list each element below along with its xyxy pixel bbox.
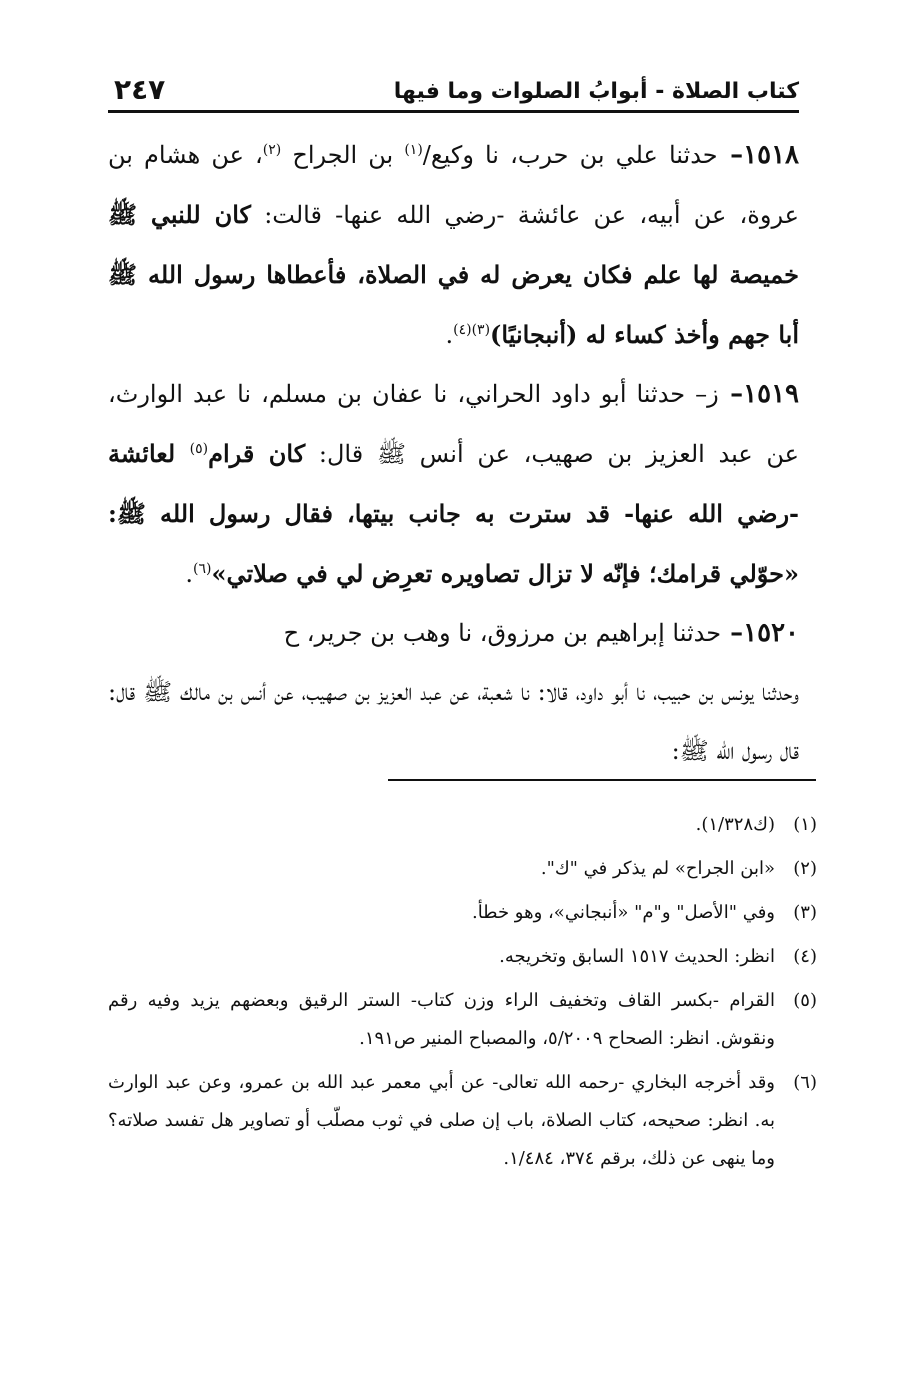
footnote-text: القرام -بكسر القاف وتخفيف الراء وزن كتاب- الستر الرقيق وبعضهم يزيد وفيه رقم ونقوش. انظر: الصحاح ٥/٢٠٠٩، والمصباح المنير ص١٩١. [108, 990, 775, 1049]
footnote-separator [388, 779, 816, 781]
hadith-matn: كان للنبي ﷺ خميصة لها علم فكان يعرض له في الصلاة، فأعطاها رسول الله ﷺ أبا جهم وأخذ كساء له (أنبجانيًا) [108, 200, 799, 349]
hadith-text: بن الجراح [281, 141, 405, 169]
hadith-matn: لعائشة -رضي الله عنها- قد سترت به جانب بيتها، فقال رسول الله ﷺ: «حوّلي قرامك؛ فإنّه لا تزال تصاويره تعرِض لي في صلاتي» [108, 439, 799, 588]
footnote-6 [108, 1064, 817, 1178]
page-number: ٢٤٧ [114, 73, 166, 106]
footnote-ref[interactable]: (١) [404, 142, 423, 158]
hadith-text: . [185, 560, 194, 588]
footnote-1 [108, 806, 817, 844]
footnote-text: (ك١/٣٢٨). [695, 814, 775, 835]
footnote-4 [108, 938, 817, 976]
footnote-marker: (٦) [793, 1072, 817, 1093]
footnote-text: انظر: الحديث ١٥١٧ السابق وتخريجه. [499, 946, 775, 967]
footnote-marker: (٢) [793, 858, 817, 879]
hadith-number: ١٥٢٠ [743, 618, 799, 648]
main-text [108, 126, 799, 781]
hadith-entry-1520-continuation: وحدثنا يونس بن حبيب، نا أبو داود، قالا: نا شعبة، عن عبد العزيز بن صهيب، عن أنس بن مالك ﷺ قال: قال رسول الله ﷺ: [108, 678, 799, 765]
hadith-text: ، عن هشام بن عروة، عن أبيه، عن عائشة -رضي الله عنها- قالت: [108, 141, 800, 229]
footnote-5 [108, 982, 817, 1058]
footnotes [108, 806, 817, 1184]
hadith-text: . [445, 321, 454, 349]
hadith-dash: – [717, 140, 744, 170]
hadith-text: ز– حدثنا أبو داود الحراني، نا عفان بن مسلم، نا عبد الوارث، عن عبد العزيز بن صهيب، عن أنس ﷺ قال: [108, 380, 800, 468]
footnote-text: وفي "الأصل" و"م" «أنبجاني»، وهو خطأ. [471, 902, 775, 923]
hadith-entry-1518 [108, 126, 799, 365]
footnote-marker: (٤) [793, 946, 817, 967]
footnote-text: وقد أخرجه البخاري -رحمه الله تعالى- عن أبي معمر عبد الله بن عمرو، وعن عبد الوارث به. انظر: صحيحه، كتاب الصلاة، باب إن صلى في ثوب مصلّب أو تصاوير هل تفسد صلاته؟ وما ينهى عن ذلك، برقم ٣٧٤، ١/٤٨٤. [108, 1072, 775, 1169]
footnote-3 [108, 894, 817, 932]
hadith-number: ١٥١٨ [743, 140, 799, 170]
footnote-ref[interactable]: (٥) [189, 441, 209, 457]
footnote-text: «ابن الجراح» لم يذكر في "ك". [540, 858, 775, 879]
hadith-text: حدثنا علي بن حرب، نا وكيع/ [422, 141, 718, 169]
hadith-dash: – [721, 618, 744, 648]
header-title: كتاب الصلاة - أبوابُ الصلوات وما فيها [393, 79, 799, 104]
footnote-ref[interactable]: (٦) [193, 561, 212, 577]
hadith-dash: – [718, 379, 744, 409]
running-header [108, 70, 799, 113]
footnote-ref[interactable]: (٣)(٤) [453, 322, 491, 338]
hadith-entry-1519 [108, 365, 799, 604]
hadith-matn: كان قرام [208, 439, 306, 468]
footnote-marker: (١) [793, 814, 817, 835]
footnote-marker: (٣) [793, 902, 817, 923]
hadith-text: حدثنا إبراهيم بن مرزوق، نا وهب بن جرير، ح [283, 619, 722, 647]
footnote-marker: (٥) [793, 990, 817, 1011]
hadith-entry-1520 [108, 604, 799, 663]
hadith-number: ١٥١٩ [743, 379, 799, 409]
footnote-ref[interactable]: (٢) [262, 142, 282, 158]
footnote-2 [108, 850, 817, 888]
